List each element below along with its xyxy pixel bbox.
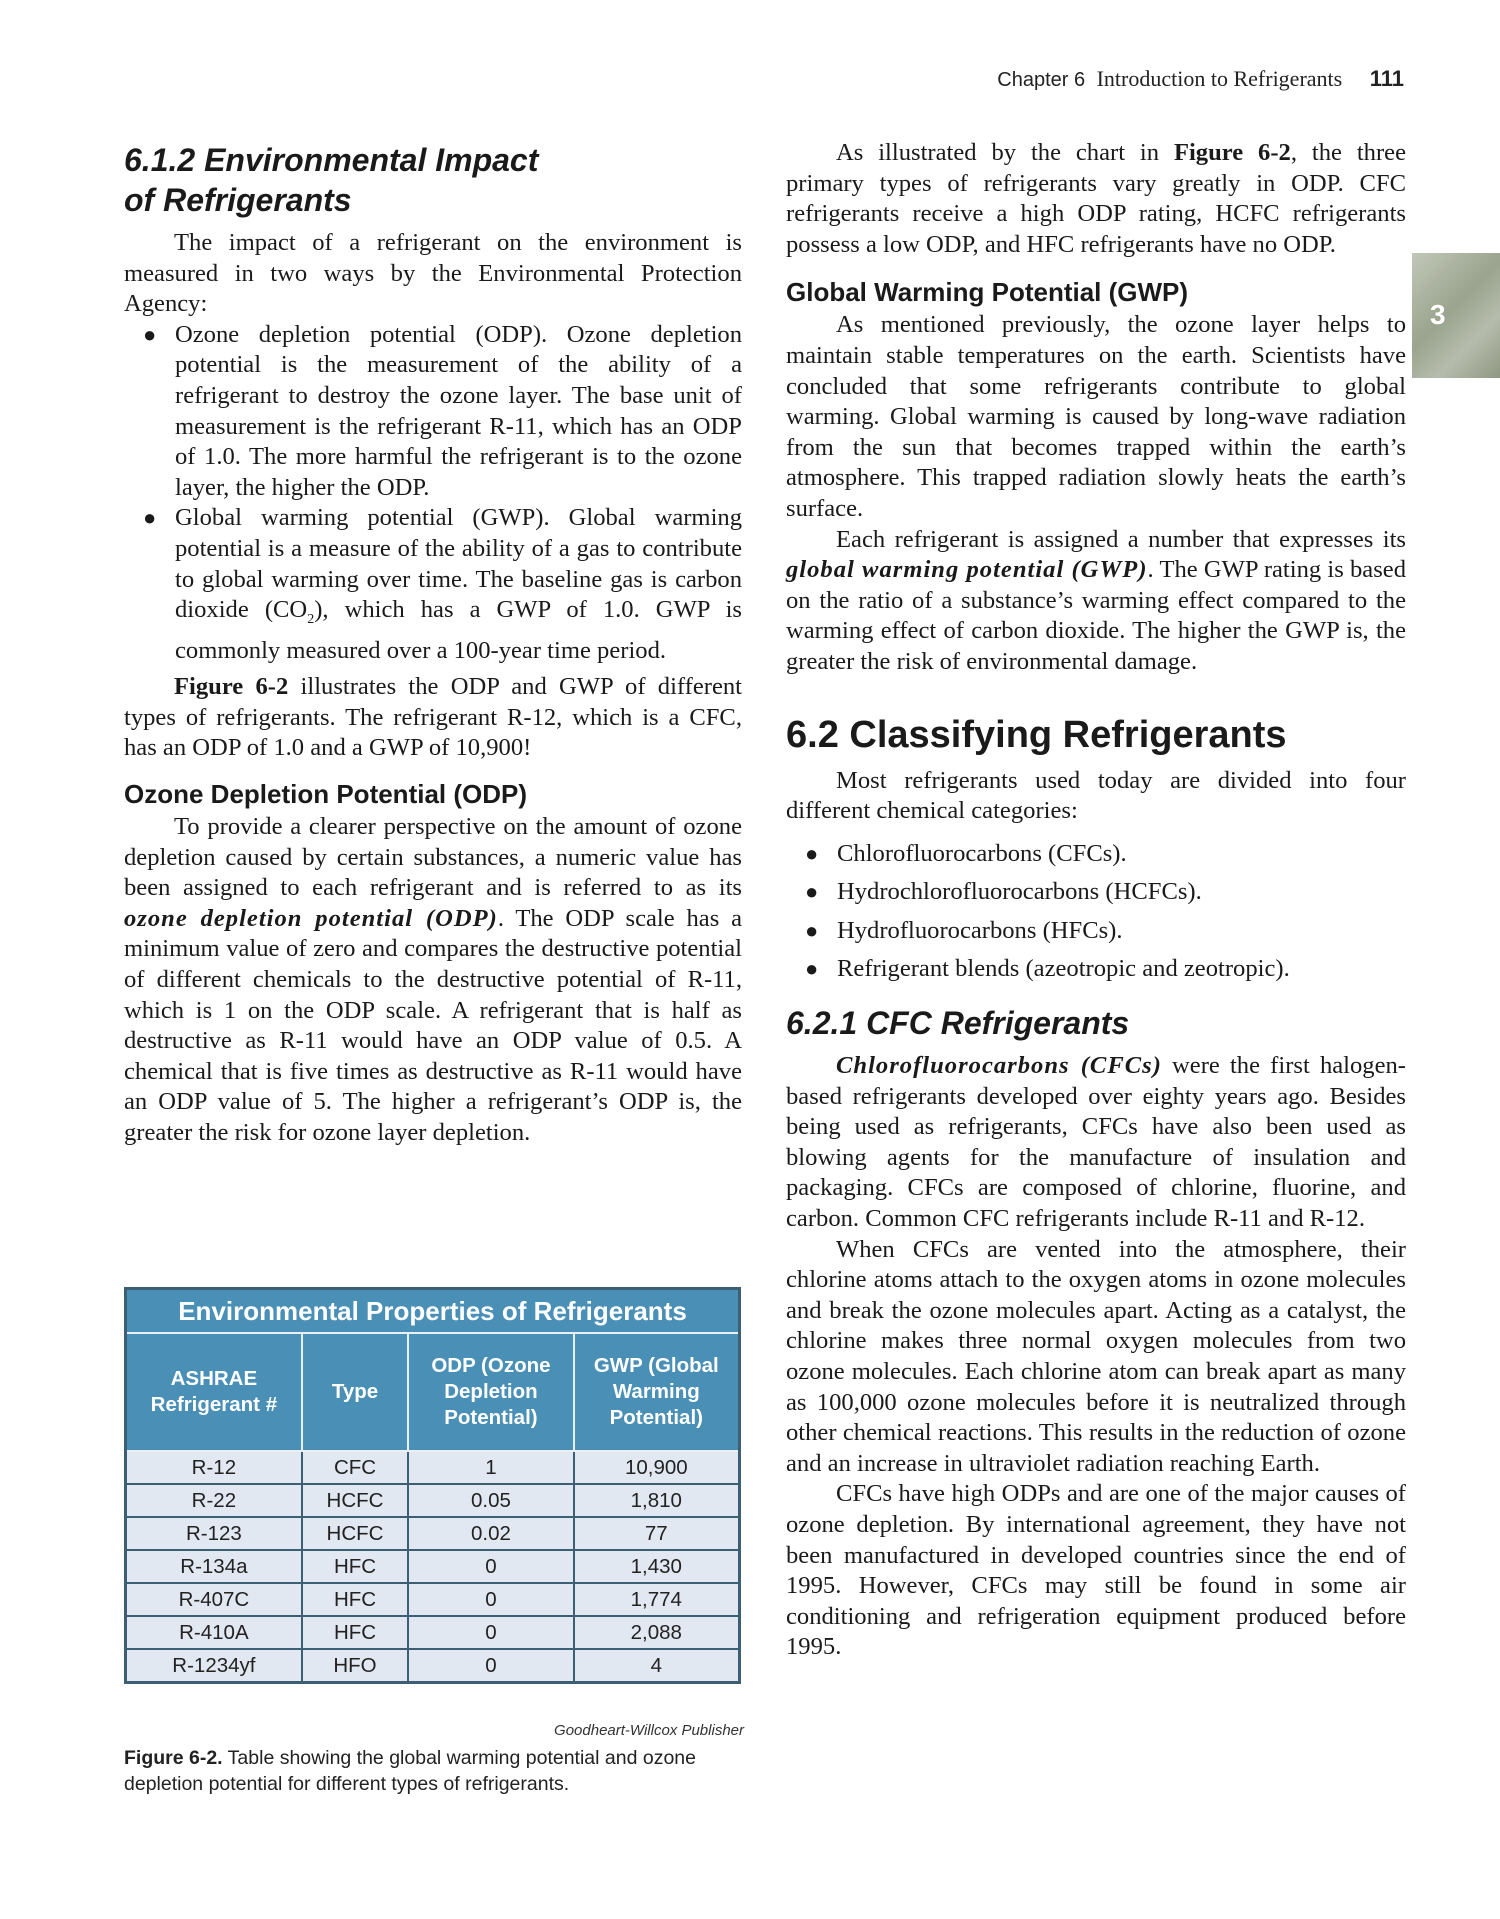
cell-refrigerant: R-410A	[126, 1616, 302, 1649]
gwp-paragraph-1: As mentioned previously, the ozone layer helps to maintain stable temperatures on the earth. Scientists have concluded that some refrigerants contribute to global warming. Global warming is caused by long-wave radiation from the sun that becomes trapped within the earth’s atmosphere. This trapped radiation slowly heats the earth’s surface.	[786, 311, 1406, 522]
section-6-2-1-heading: 6.2.1 CFC Refrigerants	[786, 1005, 1130, 1042]
col-header-type: Type	[302, 1333, 408, 1451]
gwp-heading: Global Warming Potential (GWP)	[786, 277, 1189, 308]
col-header-odp: ODP (Ozone Depletion Potential)	[408, 1333, 573, 1451]
table-row	[126, 1583, 740, 1616]
odp-paragraph	[124, 812, 742, 1149]
table-title: Environmental Properties of Refrigerants	[126, 1289, 740, 1334]
section-6-1-2-heading	[124, 140, 742, 220]
cell-type: HFC	[302, 1550, 408, 1583]
category-hfc: Hydrofluorocarbons (HFCs).	[837, 916, 1123, 944]
figure-ref-link[interactable]: Figure 6-2	[174, 673, 289, 701]
cell-odp: 0	[408, 1583, 573, 1616]
bullet-icon: ●	[805, 956, 819, 982]
list-item-gwp-text-a: Global warming potential (GWP). Global warming potential is a measure of the ability of a gas to contribute to global warming over time. The baseline gas is carbon dioxide (CO	[175, 504, 742, 624]
cell-type: HFO	[302, 1649, 408, 1683]
running-header	[997, 66, 1404, 92]
table-row	[126, 1451, 740, 1484]
cell-refrigerant: R-12	[126, 1451, 302, 1484]
table-row	[126, 1484, 740, 1517]
cell-gwp: 10,900	[574, 1451, 740, 1484]
chapter-tab-number: 3	[1430, 299, 1446, 330]
cfc-text-1: were the first halogen-based refrigerants developed over eighty years ago. Besides being used as refrigerants, CFCs have also been used as blowing agents for the manufacture of insulation and packaging. CFCs are composed of chlorine, fluorine, and carbon. Common CFC refrigerants include R-11 and R-12.	[786, 1052, 1406, 1233]
cell-gwp: 77	[574, 1517, 740, 1550]
classifying-intro: Most refrigerants used today are divided into four different chemical categories:	[786, 766, 1406, 825]
gwp-text-b: . The GWP rating is based on the ratio of a substance’s warming effect compared to the warming effect of carbon dioxide. The higher the GWP is, the greater the risk of environmental damage.	[786, 556, 1407, 675]
bullet-icon: ●	[805, 840, 819, 866]
cell-odp: 0	[408, 1649, 573, 1683]
gwp-paragraph-2	[786, 525, 1406, 678]
section-6-1-2-heading-line2: of Refrigerants	[124, 182, 352, 218]
cell-refrigerant: R-407C	[126, 1583, 302, 1616]
list-item-gwp	[124, 503, 742, 666]
list-item-odp	[124, 320, 742, 504]
left-column	[124, 140, 742, 1149]
cfc-term: Chlorofluorocarbons (CFCs)	[836, 1052, 1162, 1080]
cell-odp: 0	[408, 1550, 573, 1583]
figure-6-2-table	[124, 1287, 741, 1684]
bullet-icon: ●	[805, 879, 819, 905]
figure-caption-label: Figure 6-2.	[124, 1747, 223, 1769]
category-hcfc: Hydrochlorofluorocarbons (HCFCs).	[837, 878, 1202, 906]
category-blends: Refrigerant blends (azeotropic and zeotropic).	[837, 955, 1290, 983]
chapter-label: Chapter 6	[997, 69, 1086, 91]
categories-list	[786, 839, 1406, 985]
odp-text-b: . The ODP scale has a minimum value of zero and compares the destructive potential of different chemicals to the destructive potential of R-11, which is 1 on the ODP scale. A refrigerant that is half as destructive as R-11 would have an ODP value of 0.5. A chemical that is five times as destructive as R-11 would have an ODP value of 5. The higher a refrigerant’s ODP is, the greater the risk for ozone layer depletion.	[124, 904, 742, 1146]
figure-ref-link[interactable]: Figure 6-2	[1173, 139, 1291, 166]
figure-caption-text: Table showing the global warming potential and ozone depletion potential for different types of refrigerants.	[124, 1747, 696, 1795]
odp-comparison-text-a: As illustrated by the chart in	[836, 139, 1174, 166]
page-number: 111	[1369, 66, 1404, 91]
chapter-tab	[1412, 253, 1500, 378]
chapter-title: Introduction to Refrigerants	[1096, 66, 1343, 91]
gwp-term: global warming potential (GWP)	[786, 556, 1148, 584]
odp-comparison-text-b: , the three primary types of refrigerants vary greatly in ODP. CFC refrigerants receive a high ODP rating, HCFC refrigerants possess a low ODP, and HFC refrigerants have no ODP.	[786, 139, 1406, 258]
table-credit: Goodheart-Willcox Publisher	[554, 1722, 744, 1739]
bullet-icon: ●	[805, 917, 819, 943]
co2-subscript: 2	[307, 612, 315, 628]
table-row	[126, 1550, 740, 1583]
figure-reference-paragraph	[124, 672, 742, 764]
section-6-2-heading: 6.2 Classifying Refrigerants	[786, 713, 1287, 756]
cell-odp: 1	[408, 1451, 573, 1484]
cell-gwp: 1,430	[574, 1550, 740, 1583]
cell-odp: 0.05	[408, 1484, 573, 1517]
cell-odp: 0.02	[408, 1517, 573, 1550]
col-header-ashrae: ASHRAE Refrigerant #	[126, 1333, 302, 1451]
cell-type: HCFC	[302, 1517, 408, 1550]
list-item-odp-text: Ozone depletion potential (ODP). Ozone depletion potential is the measurement of the ability of a refrigerant to destroy the ozone layer. The base unit of measurement is the refrigerant R-11, which has an ODP of 1.0. The more harmful the refrigerant is to the ozone layer, the higher the ODP.	[175, 320, 742, 501]
list-item	[786, 877, 1406, 908]
cell-type: HFC	[302, 1583, 408, 1616]
cell-refrigerant: R-123	[126, 1517, 302, 1550]
cell-gwp: 4	[574, 1649, 740, 1683]
cell-gwp: 1,774	[574, 1583, 740, 1616]
cell-gwp: 2,088	[574, 1616, 740, 1649]
cell-refrigerant: R-134a	[126, 1550, 302, 1583]
cell-refrigerant: R-22	[126, 1484, 302, 1517]
cell-gwp: 1,810	[574, 1484, 740, 1517]
right-column	[786, 138, 1406, 1663]
cell-type: CFC	[302, 1451, 408, 1484]
cell-type: HFC	[302, 1616, 408, 1649]
table-row	[126, 1649, 740, 1683]
section-6-1-2-heading-line1: 6.1.2 Environmental Impact	[124, 142, 539, 178]
cfc-paragraph-1	[786, 1051, 1406, 1235]
odp-heading: Ozone Depletion Potential (ODP)	[124, 779, 528, 809]
bullet-icon: ●	[143, 505, 157, 531]
col-header-gwp: GWP (Global Warming Potential)	[574, 1333, 740, 1451]
intro-paragraph: The impact of a refrigerant on the environment is measured in two ways by the Environmental Protection Agency:	[124, 229, 742, 318]
odp-comparison-paragraph	[786, 138, 1406, 260]
cell-refrigerant: R-1234yf	[126, 1649, 302, 1683]
cfc-paragraph-2: When CFCs are vented into the atmosphere, their chlorine atoms attach to the oxygen atoms in ozone molecules and break the ozone molecules apart. Acting as a catalyst, the chlorine makes three normal oxygen molecules from two ozone molecules. Each chlorine atom can break apart as many as 100,000 ozone molecules before it is neutralized through other chemical reactions. This results in the reduction of ozone and an increase in ultraviolet radiation reaching Earth.	[786, 1235, 1406, 1477]
table-row	[126, 1517, 740, 1550]
list-item-gwp-text-b: ), which has a GWP of 1.0. GWP is commonly measured over a 100-year time period.	[175, 596, 742, 664]
list-item	[786, 839, 1406, 870]
cell-odp: 0	[408, 1616, 573, 1649]
gwp-text-a: Each refrigerant is assigned a number that expresses its	[836, 525, 1406, 553]
category-cfc: Chlorofluorocarbons (CFCs).	[837, 839, 1127, 867]
environmental-properties-table	[124, 1287, 741, 1684]
cfc-paragraph-3: CFCs have high ODPs and are one of the major causes of ozone depletion. By international agreement, they have not been manufactured in developed countries since the end of 1995. However, CFCs may still be found in some air conditioning and refrigeration equipment produced before 1995.	[786, 1480, 1406, 1661]
list-item	[786, 916, 1406, 947]
odp-term: ozone depletion potential (ODP)	[124, 904, 498, 932]
odp-text-a: To provide a clearer perspective on the amount of ozone depletion caused by certain substances, a numeric value has been assigned to each refrigerant and is referred to as its	[124, 813, 742, 902]
bullet-icon: ●	[143, 321, 157, 347]
table-row	[126, 1616, 740, 1649]
cell-type: HCFC	[302, 1484, 408, 1517]
figure-ref-text: illustrates the ODP and GWP of different types of refrigerants. The refrigerant R-12, which is a CFC, has an ODP of 1.0 and a GWP of 10,900!	[124, 673, 742, 762]
impact-measures-list	[124, 320, 742, 666]
list-item	[786, 954, 1406, 985]
figure-caption	[124, 1745, 754, 1797]
